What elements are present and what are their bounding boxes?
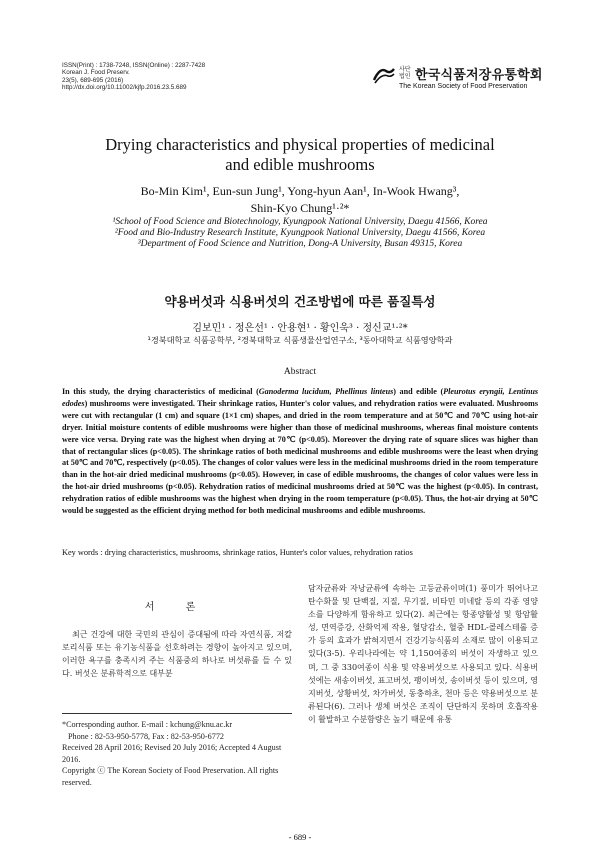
affiliations (60, 217, 540, 250)
abstract-part-a: In this study, the drying characteristics of medicinal ( (62, 387, 259, 396)
manuscript-dates: Received 28 April 2016; Revised 20 July 2016; Accepted 4 August 2016. (62, 743, 282, 764)
page-number: - 689 - (288, 832, 312, 842)
korean-affiliations: ¹경북대학교 식품공학부, ²경북대학교 식품생물산업연구소, ³동아대학교 식품영양학과 (147, 335, 453, 345)
intro-paragraph-left: 최근 건강에 대한 국민의 관심이 증대됨에 따라 자연식품, 저칼로리식품 또는 유기농식품을 선호하려는 경향이 높아지고 있으며, 이러한 욕구를 충족시켜 주는 식품중의 하나로 버섯류를 들 수 있다. 버섯은 분류학적으로 대부분 (62, 630, 292, 679)
authors-line-2: Shin-Kyo Chung¹·²* (250, 201, 350, 215)
authors (60, 183, 540, 217)
left-column (62, 628, 292, 680)
society-prefix: 사단 법인 (399, 67, 411, 80)
phone-fax: Phone : 82-53-950-5778, Fax : 82-53-950-6772 (68, 731, 225, 741)
species-medicinal: Ganoderma lucidum, Phellinus linteus (258, 387, 394, 396)
society-name-en: The Korean Society of Food Preservation (399, 83, 528, 90)
abstract-text (62, 386, 538, 517)
right-column (308, 582, 538, 726)
journal-info (62, 62, 205, 92)
doi: http://dx.doi.org/10.11002/kjfp.2016.23.5.689 (62, 84, 187, 92)
authors-line-1: Bo-Min Kim¹, Eun-sun Jung¹, Yong-hyun Aan¹, In-Wook Hwang³, (140, 184, 460, 198)
volume: 23(5), 689-695 (2016) (62, 76, 124, 84)
title-line-2: and edible mushrooms (225, 155, 375, 174)
abstract-heading: Abstract (283, 367, 317, 377)
issn: ISSN(Print) : 1738-7248, ISSN(Online) : 2287-7428 (62, 62, 206, 69)
affiliation-1: ¹School of Food Science and Biotechnology, Kyungpook National University, Daegu 41566, Korea (112, 217, 488, 227)
corresponding-footnote (62, 719, 294, 789)
society-logo-icon (372, 65, 396, 85)
title-line-1: Drying characteristics and physical properties of medicinal (105, 135, 495, 154)
paper-title (60, 135, 540, 175)
corresponding-author: *Corresponding author. E-mail : kchung@knu.ac.kr (62, 720, 233, 729)
society-logo (372, 62, 554, 92)
society-name-ko: 한국식품저장유통학회 (415, 68, 543, 83)
section-heading-introduction: 서 론 (144, 602, 210, 613)
abstract-part-b: ) and edible ( (393, 387, 444, 396)
intro-paragraph-right: 담자균류와 자낭균류에 속하는 고등균류이며(1) 풍미가 뛰어나고 탄수화물 및 단백질, 지질, 무기질, 비타민 미네랄 등의 각종 영양소를 다양하게 함유하고 있다(2). 최근에는 항종양활성 및 항암활성, 면역증강, 산화억제 작용, 혈당감소, 혈중 HDL-콜레스테롤 증가 등의 효과가 밝혀지면서 건강기능식품의 소재로 많이 이용되고 있다(3-5). 우리나라에는 약 1,150여종의 버섯이 자생하고 있으며, 그 중 330여종이 식용 및 약용버섯으로 사용되고 있다. 식용버섯에는 새송이버섯, 표고버섯, 팽이버섯, 송이버섯 등이 있으며, 영지버섯, 상황버섯, 차가버섯, 동충하초, 천마 등은 약용버섯으로 분류된다(6). 그러나 생체 버섯은 조직이 단단하지 못하며 호흡작용이 활발하고 수분함량은 높기 때문에 유통 (308, 584, 538, 724)
affiliation-3: ³Department of Food Science and Nutrition, Dong-A University, Busan 49315, Korea (137, 239, 463, 249)
korean-authors: 김보민¹ · 정은선¹ · 안용현¹ · 황인욱³ · 정신교¹·²* (192, 323, 408, 334)
korean-title: 약용버섯과 식용버섯의 건조방법에 따른 품질특성 (164, 294, 436, 309)
copyright: Copyright ⓒ The Korean Society of Food Preservation. All rights reserved. (62, 766, 279, 787)
journal-name: Korean J. Food Preserv. (62, 69, 130, 77)
keywords: Key words : drying characteristics, mushrooms, shrinkage ratios, Hunter's color values, rehydration ratios (62, 548, 413, 557)
footnote-divider (62, 713, 292, 714)
species-edible: Pleurotus eryngii, Lentinus edodes (62, 387, 539, 408)
affiliation-2: ²Food and Bio-Industry Research Institute, Kyungpook National University, Daegu 41566, Korea (114, 228, 486, 238)
abstract-part-c: ) mushrooms were investigated. Their shrinkage ratios, Hunter's color values, and rehydration ratios were evaluated. Mushrooms were cut with rectangular (1 cm) and square (1×1 cm) shapes, and dried in the room temperature and at 50℃ and 70℃ using hot-air dryer. Initial moisture contents of edible mushrooms were higher than those of medicinal mushrooms, whereas final moisture contents were vice versa. Drying rate was the highest when drying at 70℃ (p<0.05). Moreover the drying rate of square slices was higher than that of rectangular slices (p<0.05). The shrinkage ratios of both medicinal mushrooms and edible mushrooms were the least when drying at 50℃ and 70℃, respectively (p<0.05). The changes of color values were less in the medicinal mushrooms dried in the room temperature than in the hot-air dried medicinal mushrooms (p<0.05). However, in case of edible mushrooms, the changes of color values were less in the hot-air dried mushrooms (p<0.05). Rehydration ratios of medicinal mushrooms dried at 50℃ was the highest (p<0.05). In contrast, rehydration ratios of edible mushrooms was the highest when drying in the room temperature (p<0.05). Thus, the hot-air drying at 50℃ would be suggested as the efficient drying method for both medicinal mushrooms and edible mushrooms. (62, 398, 538, 516)
